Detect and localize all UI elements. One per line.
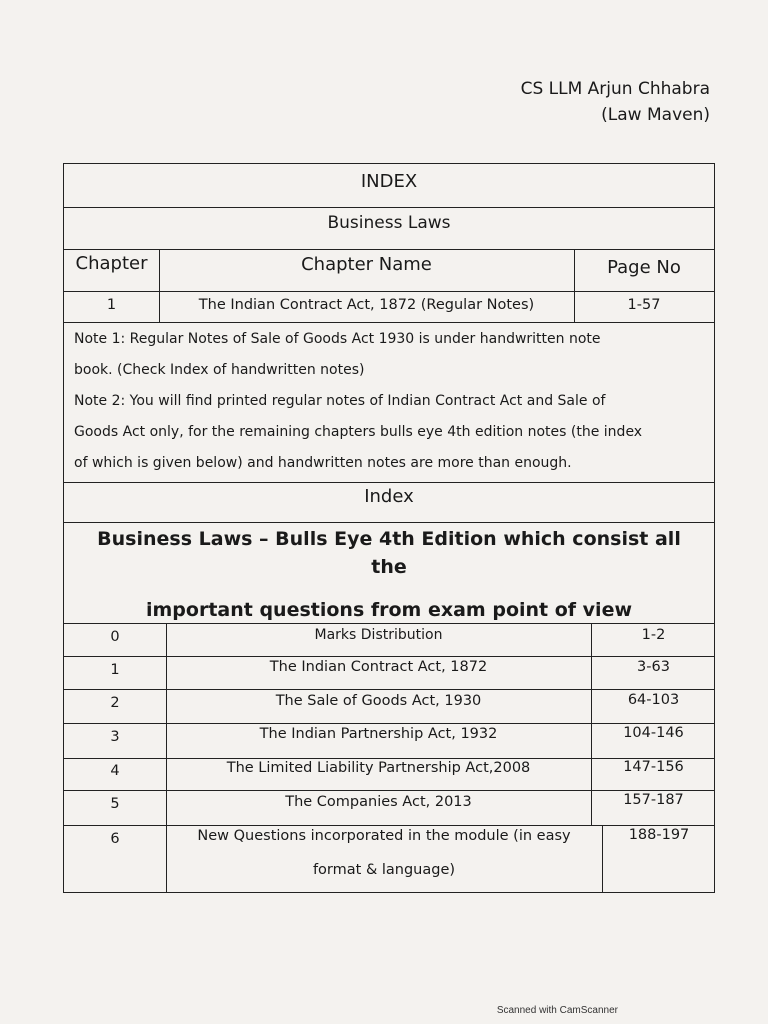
notes-block <box>74 324 706 479</box>
bulls-eye-line2: the <box>371 556 407 578</box>
chapter-number: 0 <box>110 629 120 645</box>
author-brand: (Law Maven) <box>601 105 710 125</box>
divider <box>64 656 714 657</box>
note-line: Goods Act only, for the remaining chapters bulls eye 4th edition notes (the index <box>74 424 643 440</box>
page-range: 3-63 <box>637 659 670 675</box>
chapter-name: The Indian Contract Act, 1872 <box>269 659 488 675</box>
divider <box>64 623 714 624</box>
note-line: book. (Check Index of handwritten notes) <box>74 362 365 378</box>
page-range: 1-2 <box>641 627 666 643</box>
chapter-number: 3 <box>110 729 120 745</box>
page-range: 147-156 <box>623 759 684 775</box>
second-index-title: Index <box>364 486 414 507</box>
bulls-eye-line1: Business Laws – Bulls Eye 4th Edition which consist all <box>97 528 681 550</box>
chapter-name: The Sale of Goods Act, 1930 <box>275 693 482 709</box>
chapter-name: New Questions incorporated in the module (in easy <box>197 828 571 844</box>
chapter-name: The Indian Partnership Act, 1932 <box>259 726 498 742</box>
page-range: 64-103 <box>627 692 680 708</box>
chapter-name: The Companies Act, 2013 <box>285 794 472 810</box>
index-title: INDEX <box>360 171 418 192</box>
divider <box>64 291 714 292</box>
divider <box>64 689 714 690</box>
divider <box>64 249 714 250</box>
bulls-eye-line3: important questions from exam point of view <box>145 599 633 621</box>
note-line: Note 2: You will find printed regular notes of Indian Contract Act and Sale of <box>74 393 606 409</box>
header-page-no: Page No <box>607 257 681 278</box>
note-line: Note 1: Regular Notes of Sale of Goods Act 1930 is under handwritten note <box>74 331 601 347</box>
divider <box>64 322 714 323</box>
scanner-watermark: Scanned with CamScanner <box>496 1005 618 1016</box>
page-range: 1-57 <box>627 297 661 313</box>
chapter-number: 4 <box>110 763 120 779</box>
divider <box>64 482 714 483</box>
index-table <box>63 163 715 893</box>
page-range: 157-187 <box>623 792 684 808</box>
author-block <box>521 76 710 128</box>
chapter-name: Marks Distribution <box>314 627 443 643</box>
chapter-number: 6 <box>110 831 120 847</box>
author-name: CS LLM Arjun Chhabra <box>520 79 710 99</box>
divider <box>64 790 714 791</box>
chapter-number: 1 <box>106 297 117 313</box>
chapter-number: 2 <box>110 695 120 711</box>
divider <box>64 723 714 724</box>
note-line: of which is given below) and handwritten notes are more than enough. <box>74 455 572 471</box>
chapter-number: 1 <box>110 662 120 678</box>
header-chapter: Chapter <box>75 253 148 274</box>
chapter-number: 5 <box>110 796 120 812</box>
chapter-name: The Indian Contract Act, 1872 (Regular Notes) <box>198 297 535 313</box>
chapter-name: The Limited Liability Partnership Act,2008 <box>226 760 531 776</box>
subject-title: Business Laws <box>327 213 451 233</box>
divider <box>64 522 714 523</box>
divider <box>64 825 714 826</box>
header-chapter-name: Chapter Name <box>301 254 432 275</box>
chapter-name-continued: format & language) <box>312 862 456 878</box>
page-range: 188-197 <box>628 827 690 843</box>
page-range: 104-146 <box>623 725 684 741</box>
divider <box>64 207 714 208</box>
